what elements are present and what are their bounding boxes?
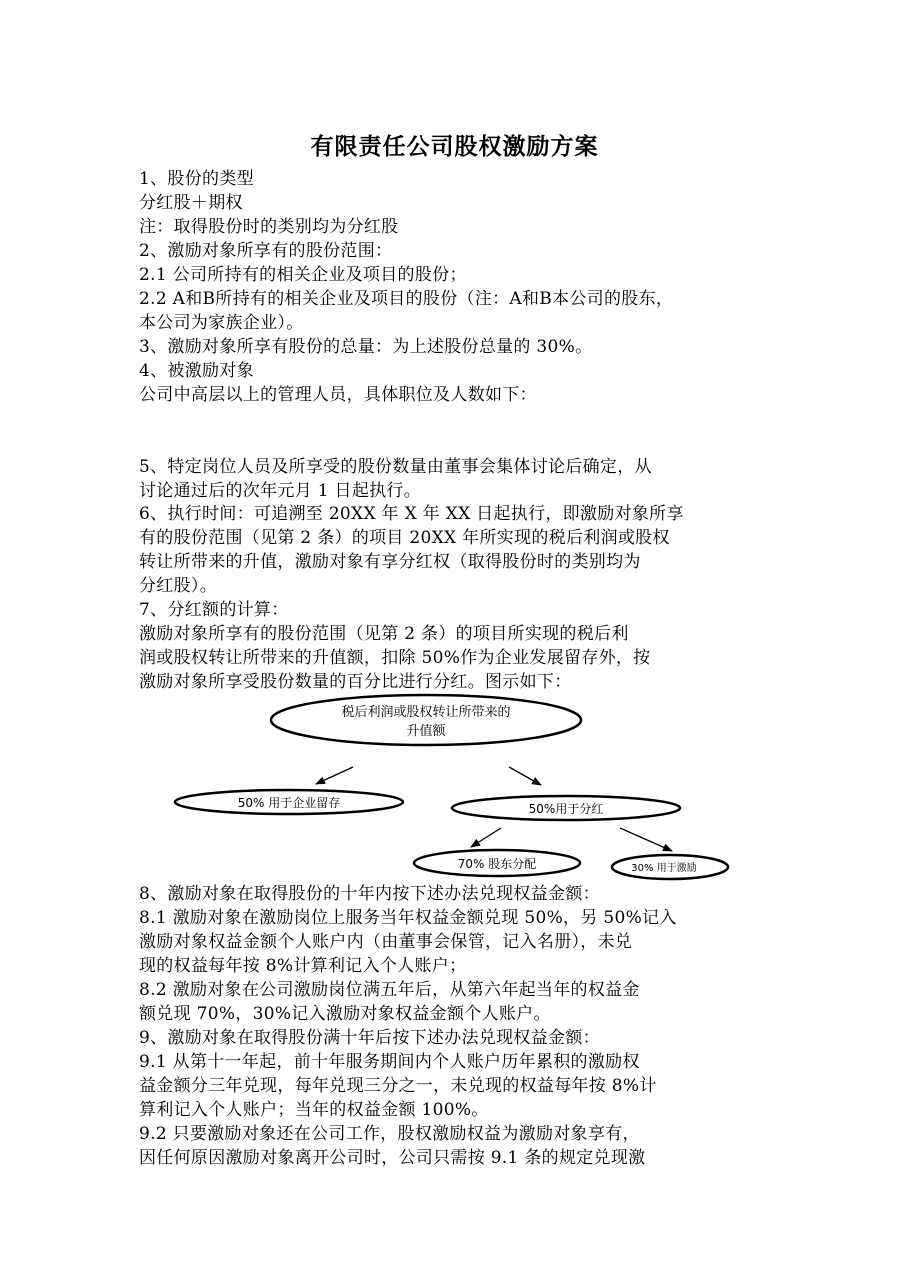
text-line: 激励对象所享受股份数量的百分比进行分红。图示如下：: [139, 672, 572, 692]
dividend-node-label: 50%用于分红: [528, 802, 604, 816]
text-line: 9.2 只要激励对象还在公司工作，股权激励权益为激励对象享有，: [139, 1124, 640, 1144]
shareholder-node-label: 70% 股东分配: [457, 857, 537, 871]
text-line: 算利记入个人账户；当年的权益金额 100%。: [139, 1100, 489, 1120]
text-line: 因任何原因激励对象离开公司时，公司只需按 9.1 条的规定兑现激: [139, 1148, 646, 1168]
text-line: 8.2 激励对象在公司激励岗位满五年后，从第六年起当年的权益金: [139, 980, 640, 1000]
text-line: 额兑现 70%，30%记入激励对象权益金额个人账户。: [139, 1004, 551, 1024]
text-line: 3、激励对象所享有股份的总量：为上述股份总量的 30%。: [139, 337, 593, 357]
text-line: 9、激励对象在取得股份满十年后按下述办法兑现权益金额：: [139, 1028, 600, 1048]
text-line: 讨论通过后的次年元月 1 日起执行。: [139, 481, 422, 501]
text-line: 9.1 从第十一年起，前十年服务期间内个人账户历年累积的激励权: [139, 1052, 640, 1072]
text-line: 激励对象所享有的股份范围（见第 2 条）的项目所实现的税后利: [139, 624, 629, 644]
text-line: 注：取得股份时的类别均为分红股: [139, 217, 399, 237]
text-line: 本公司为家族企业）。: [139, 313, 304, 333]
text-line: 1、股份的类型: [139, 169, 254, 189]
incentive-node-label: 30% 用于激励: [631, 863, 697, 874]
arrow-left: [316, 767, 353, 784]
text-line: 5、特定岗位人员及所享受的股份数量由董事会集体讨论后确定，从: [139, 457, 652, 477]
text-line: 2、激励对象所享有的股份范围：: [139, 241, 393, 261]
arrow-sub-left: [471, 828, 501, 847]
text-line: 分红股）。: [139, 576, 217, 596]
text-line: 6、执行时间：可追溯至 20XX 年 X 年 XX 日起执行，即激励对象所享: [139, 504, 684, 524]
text-line: 8、激励对象在取得股份的十年内按下述办法兑现权益金额：: [139, 884, 600, 904]
text-line: 8.1 激励对象在激励岗位上服务当年权益金额兑现 50%，另 50%记入: [139, 908, 677, 928]
text-line: 润或股权转让所带来的升值额，扣除 50%作为企业发展留存外，按: [139, 648, 651, 668]
text-line: 益金额分三年兑现，每年兑现三分之一，未兑现的权益每年按 8%计: [139, 1076, 657, 1096]
document-title: 有限责任公司股权激励方案: [310, 134, 599, 160]
root-node-label: 税后利润或股权转让所带来的: [341, 705, 511, 720]
text-line: 4、被激励对象: [139, 361, 254, 381]
text-line: 7、分红额的计算：: [139, 600, 289, 620]
text-line: 有的股份范围（见第 2 条）的项目 20XX 年所实现的税后利润或股权: [139, 528, 670, 548]
arrow-sub-right: [620, 828, 672, 851]
text-line: 公司中高层以上的管理人员，具体职位及人数如下：: [139, 385, 537, 405]
text-line: 2.1 公司所持有的相关企业及项目的股份；: [139, 265, 467, 285]
root-node-label: 升值额: [406, 724, 446, 739]
arrow-right: [509, 767, 541, 785]
text-line: 2.2 A和B所持有的相关企业及项目的股份（注：A和B本公司的股东，: [139, 289, 674, 309]
text-line: 现的权益每年按 8%计算利记入个人账户；: [139, 956, 467, 976]
text-line: 转让所带来的升值，激励对象有享分红权（取得股份时的类别均为: [139, 552, 641, 572]
text-line: 激励对象权益金额个人账户内（由董事会保管，记入名册），未兑: [139, 932, 633, 952]
retained-node-label: 50% 用于企业留存: [237, 796, 341, 810]
text-line: 分红股＋期权: [139, 193, 243, 213]
